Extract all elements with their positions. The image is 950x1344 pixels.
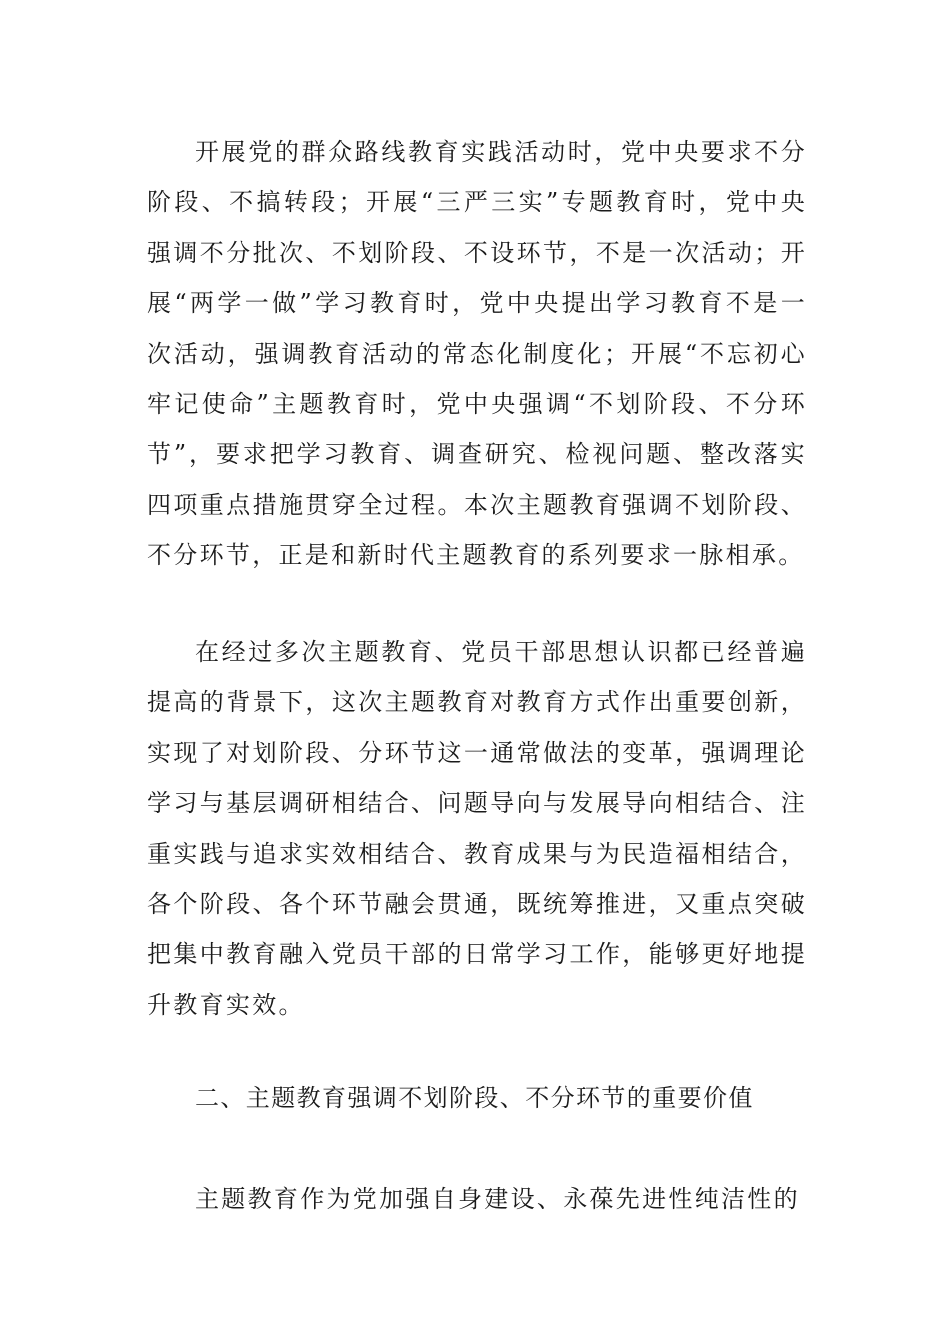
body-paragraph-1: 开展党的群众路线教育实践活动时，党中央要求不分阶段、不搞转段；开展“三严三实”专题教育时，党中央强调不分批次、不划阶段、不设环节，不是一次活动；开展“两学一做”学习教育时，党中央提出学习教育不是一次活动，强调教育活动的常态化制度化；开展“不忘初心牢记使命”主题教育时，党中央强调“不划阶段、不分环节”，要求把学习教育、调查研究、检视问题、整改落实四项重点措施贯穿全过程。本次主题教育强调不划阶段、不分环节，正是和新时代主题教育的系列要求一脉相承。 (147, 138, 807, 570)
body-paragraph-2: 在经过多次主题教育、党员干部思想认识都已经普遍提高的背景下，这次主题教育对教育方式作出重要创新，实现了对划阶段、分环节这一通常做法的变革，强调理论学习与基层调研相结合、问题导向与发展导向相结合、注重实践与追求实效相结合、教育成果与为民造福相结合，各个阶段、各个环节融会贯通，既统筹推进，又重点突破把集中教育融入党员干部的日常学习工作，能够更好地提升教育实效。 (147, 638, 807, 1019)
section-heading: 二、主题教育强调不划阶段、不分环节的重要价值 (195, 1084, 754, 1112)
body-paragraph-3: 主题教育作为党加强自身建设、永葆先进性纯洁性的 (195, 1185, 800, 1213)
